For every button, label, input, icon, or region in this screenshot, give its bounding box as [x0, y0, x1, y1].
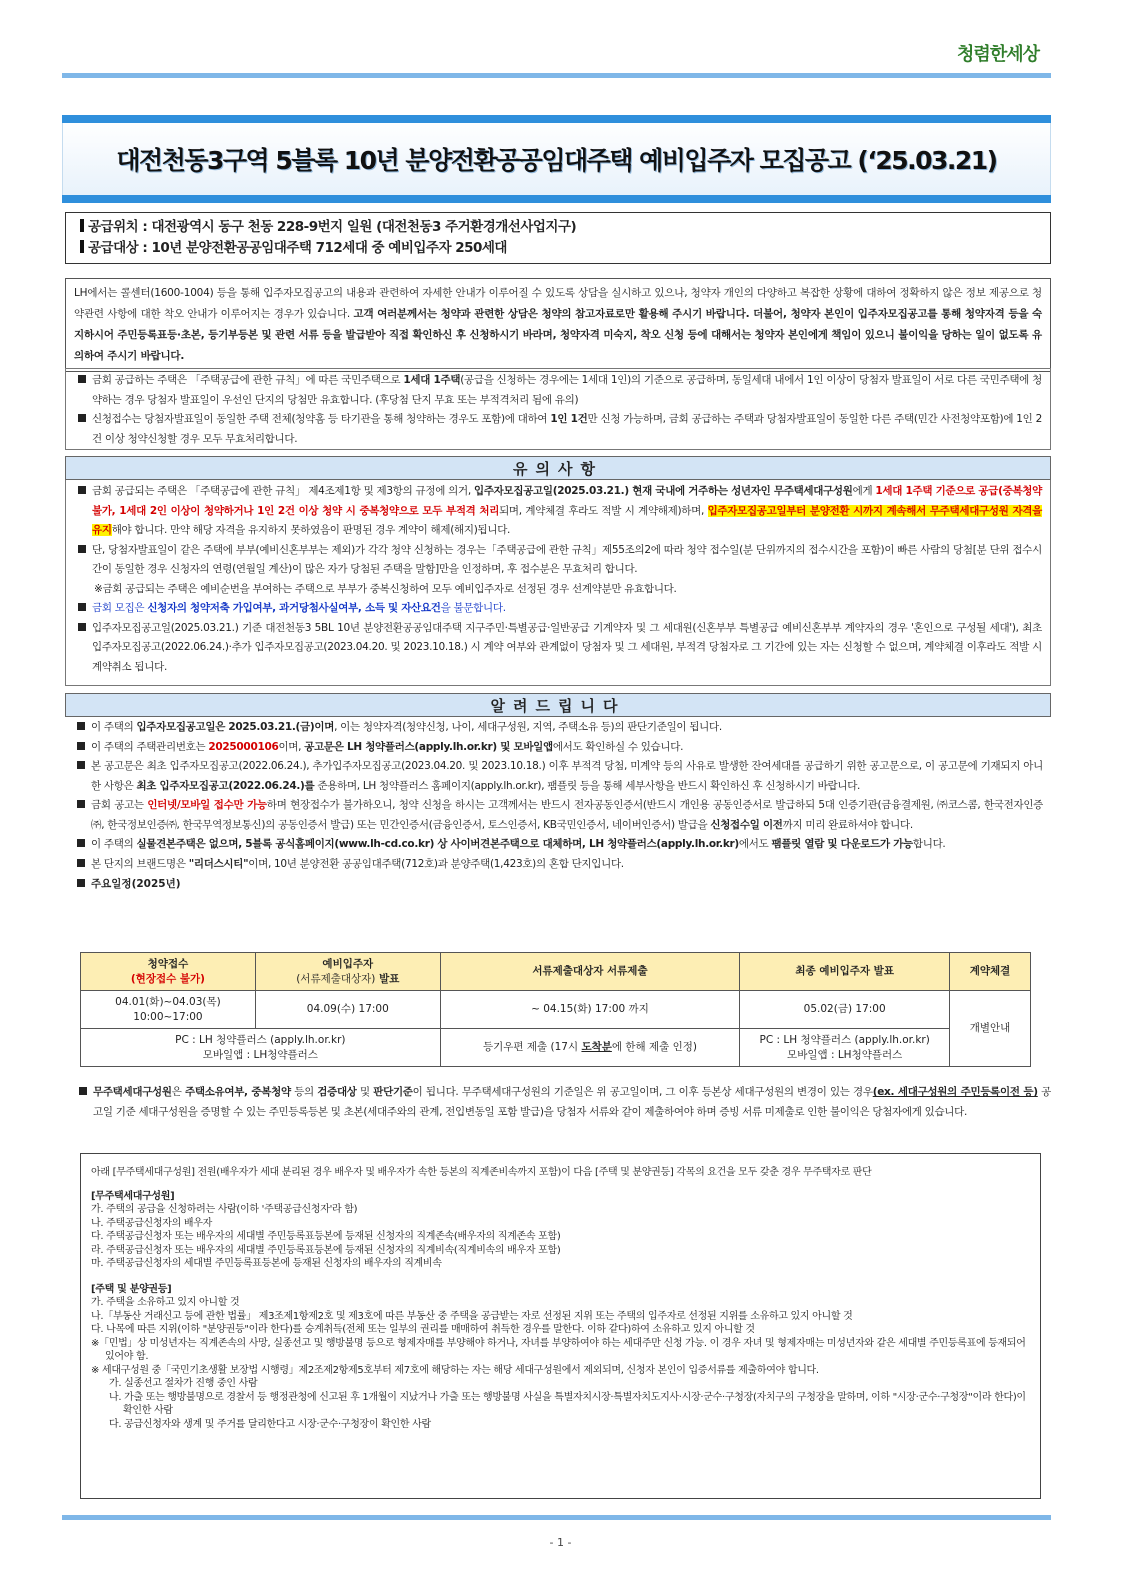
definition-subitem: 다. 공급신청자와 생계 및 주거를 달리한다고 시장·군수·구청장이 확인한 사람: [109, 1418, 431, 1430]
definition-item: 다. 주택공급신청자 또는 배우자의 세대별 주민등록표등본에 등재된 신청자의 직계존속(배우자의 직계존속 포함): [91, 1231, 561, 1242]
caution-item: 단, 당첨자발표일이 같은 주택에 부부(예비신혼부부는 제외)가 각각 청약 신청하는 경우는「주택공급에 관한 규칙」제55조의2에 따라 청약 접수일(분 단위까지의 접수시간을 포함)이 빠른 사람의 당첨[분 단위 접수시간이 동일한 경우 신청자의 연령(연월일 계산)이 많은 자가 당첨된 주택을 말함]만을 인정하며, 후 접수분은 무효처리 합니다.: [74, 541, 1042, 580]
supply-rules-box: [65, 368, 1051, 450]
supply-info-box: [65, 212, 1051, 264]
supply-target: 공급대상 : 10년 분양전환공공임대주택 712세대 중 예비입주자 250세대: [80, 238, 1036, 259]
supply-location: 공급위치 : 대전광역시 동구 천동 228-9번지 일원 (대전천동3 주거환경개선사업지구): [80, 217, 1036, 238]
definition-item: 나. 주택공급신청자의 배우자: [91, 1217, 212, 1229]
definition-subitem: 나. 가출 또는 행방불명으로 경찰서 등 행정관청에 신고된 후 1개월이 지났거나 가출 또는 행방불명 사실을 특별자치시장·특별자치도지사·시장·군수·구청장(자치구의 구청장을 말하며, 이하 "시장·군수·구청장"이라 한다)이 확인한 사람: [109, 1391, 1026, 1416]
caution-note: ※금회 공급되는 주택은 예비순번을 부여하는 주택으로 부부가 중복신청하여 모두 예비입주자로 선정된 경우 선계약분만 유효합니다.: [94, 582, 677, 595]
caution-body: [65, 480, 1051, 686]
page-title: 대전천동3구역 5블록 10년 분양전환공공임대주택 예비입주자 모집공고 (‘25.03.21): [116, 146, 997, 175]
rule-item: 신청접수는 당첨자발표일이 동일한 주택 전체(청약홈 등 타기관을 통해 청약하는 경우도 포함)에 대하여 1인 1건만 신청 가능하며, 금회 공급하는 주택과 당첨자발표일이 동일한 다른 주택(민간 사전청약포함)에 1인 2건 이상 청약신청할 경우 모두 무효처리합니다.: [74, 410, 1042, 449]
definition-item: 가. 주택을 소유하고 있지 아니할 것: [91, 1297, 240, 1308]
inform-item: 금회 공고는 인터넷/모바일 접수만 가능하며 현장접수가 불가하오니, 청약 신청을 하시는 고객께서는 반드시 전자공동인증서(반드시 개인용 공동인증서로 발급하되 5대 인증기관(금융결제원, ㈜코스콤, 한국전자인증㈜, 한국정보인증㈜, 한국무역정보통신)의 공동인증서 발급) 또는 민간인증서(금융인증서, 토스인증서, KB국민인증서, 네이버인증서) 발급을 신청접수일 이전까지 미리 완료하셔야 합니다.: [73, 796, 1043, 835]
bottom-divider: [62, 1515, 1051, 1520]
inform-item: 본 공고문은 최초 입주자모집공고(2022.06.24.), 추가입주자모집공고(2023.04.20. 및 2023.10.18.) 이후 부적격 당첨, 미계약 등의 사유로 발생한 잔여세대를 공급하기 위한 공고문으로, 이 공고문에 기재되지 아니한 사항은 최초 입주자모집공고(2022.06.24.)를 준용하며, LH 청약플러스 홈페이지(apply.lh.or.kr), 팸플릿 등을 통해 세부사항을 반드시 확인하신 후 신청하시기 바랍니다.: [73, 757, 1043, 796]
cell-submit-method: 등기우편 제출 (17시 도착분에 한해 제출 인정): [440, 1029, 740, 1067]
schedule-header-row: [81, 953, 1031, 991]
inform-item: 이 주택의 입주자모집공고일은 2025.03.21.(금)이며, 이는 청약자격(청약신청, 나이, 세대구성원, 지역, 주택소유 등)의 판단기준일이 됩니다.: [73, 718, 1043, 738]
consultation-notice: LH에서는 콜센터(1600-1004) 등을 통해 입주자모집공고의 내용과 관련하여 자세한 안내가 이루어질 수 있도록 상담을 실시하고 있으나, 청약자 개인의 다양하고 복잡한 상황에 대하여 정확하지 않은 정보 제공으로 청약관련 사항에 대한 착오 안내가 이루어지는 경우가 있습니다. 고객 여러분께서는 청약과 관련한 상담은 청약의 참고자료로만 활용해 주시기 바랍니다. 더불어, 청약자 본인이 입주자모집공고를 통해 청약자격 등을 숙지하시어 주민등록표등·초본, 등기부등본 및 관련 서류 등을 발급받아 직접 확인하신 후 신청하시기 바라며, 청약자격 미숙지, 착오 신청 등에 대해서는 청약자 본인에게 책임이 있으니 불이익을 당하는 일이 없도록 유의하여 주시기 바랍니다.: [65, 278, 1051, 372]
schedule-row: [81, 991, 1031, 1029]
caution-item: 금회 공급되는 주택은 「주택공급에 관한 규칙」 제4조제1항 및 제3항의 규정에 의거, 입주자모집공고일(2025.03.21.) 현재 국내에 거주하는 성년자인 무주택세대구성원에게 1세대 1주택 기준으로 공급(중복청약 불가, 1세대 2인 이상이 청약하거나 1인 2건 이상 청약 시 중복청약으로 모두 부적격 처리되며, 계약체결 후라도 적발 시 계약해제)하며, 입주자모집공고일부터 분양전환 시까지 계속해서 무주택세대구성원 자격을 유지해야 합니다. 만약 해당 자격을 유지하지 못하였음이 판명된 경우 계약이 해제(해지)됩니다.: [74, 482, 1042, 541]
definition-item: 마. 주택공급신청자의 세대별 주민등록표등본에 등재된 신청자의 배우자의 직계비속: [91, 1258, 442, 1269]
cell-contract: 개별안내: [950, 991, 1031, 1067]
caution-item: 입주자모집공고일(2025.03.21.) 기준 대전천동3 5BL 10년 분양전환공공임대주택 지구주민·특별공급·일반공급 기계약자 및 그 세대원(신혼부부 특별공급 예비신혼부부 계약자의 경우 '혼인으로 구성될 세대'), 최초 입주자모집공고(2022.06.24.)·추가 입주자모집공고(2023.04.20. 및 2023.10.18.) 시 계약 여부와 관계없이 당첨자 및 그 세대원, 부적격 당첨자로 그 기간에 있는 자는 신청할 수 없으며, 계약체결 이후라도 적발 시 계약취소 됩니다.: [74, 619, 1042, 678]
homeless-definition-box: [80, 1153, 1041, 1499]
inform-heading: 알려드립니다: [65, 693, 1051, 717]
definition-title-members: [무주택세대구성원]: [91, 1190, 175, 1202]
inform-item: 이 주택의 실물견본주택은 없으며, 5블록 공식홈페이지(www.lh-cd.co.kr) 상 사이버견본주택으로 대체하며, LH 청약플러스(apply.lh.or.kr)에서도 팸플릿 열람 및 다운로드가 가능합니다.: [73, 835, 1043, 855]
definition-item: 다. 나목에 따른 지위(이하 "분양권등"이라 한다)를 승계취득(전체 또는 일부의 권리를 매매하여 취득한 경우를 말한다. 이하 같다)하여 소유하고 있지 아니할 것: [91, 1324, 755, 1335]
inform-item: 본 단지의 브랜드명은 "리더스시티"이며, 10년 분양전환 공공임대주택(712호)과 분양주택(1,423호)의 혼합 단지입니다.: [73, 855, 1043, 875]
integrity-logo: 청렴한세상: [957, 44, 1039, 65]
definition-note: ※ 세대구성원 중「국민기초생활 보장법 시행령」제2조제2항제5호부터 제7호에 해당하는 자는 해당 세대구성원에서 제외되며, 신청자 본인이 입증서류를 제출하여야 합니다.: [91, 1364, 819, 1376]
definition-intro: 아래 [무주택세대구성원] 전원(배우자가 세대 분리된 경우 배우자 및 배우자가 속한 등본의 직계존비속까지 포함)이 다음 [주택 및 분양권등] 각목의 요건을 모두 갖춘 경우 무주택자로 판단: [91, 1167, 872, 1178]
schedule-row: [81, 1029, 1031, 1067]
definition-item: 가. 주택의 공급을 신청하려는 사람(이하 '주택공급신청자'라 함): [91, 1204, 358, 1215]
cell-final-date: 05.02(금) 17:00: [740, 991, 950, 1029]
title-banner: [62, 115, 1051, 203]
caution-heading: 유의사항: [65, 456, 1051, 480]
definition-title-housing: [주택 및 분양권등]: [91, 1283, 172, 1295]
definition-item: 라. 주택공급신청자 또는 배우자의 세대별 주민등록표등본에 등재된 신청자의 직계비속(직계비속의 배우자 포함): [91, 1244, 561, 1256]
schedule-title: 주요일정(2025년): [73, 874, 1043, 894]
definition-item: 나.「부동산 거래신고 등에 관한 법률」 제3조제1항제2호 및 제3호에 따른 부동산 중 주택을 공급받는 자로 선정된 지위 또는 주택의 입주자로 선정된 지위를 소유하고 있지 아니할 것: [91, 1310, 853, 1322]
top-divider: [62, 73, 1051, 78]
homeless-criteria-note: 무주택세대구성원은 주택소유여부, 중복청약 등의 검증대상 및 판단기준이 됩니다. 무주택세대구성원의 기준일은 위 공고일이며, 그 이후 등본상 세대구성원의 변경이 있는 경우(ex. 세대구성원의 주민등록이전 등) 공고일 기준 세대구성원을 증명할 수 있는 주민등록등본 및 초본(세대주와의 관계, 전입변동일 포함 발급)을 당첨자 서류와 같이 제출하여야 하며 증빙 서류 미제출로 인한 불이익은 당첨자에게 있습니다.: [75, 1083, 1051, 1122]
definition-note: ※「민법」상 미성년자는 직계존속의 사망, 실종선고 및 행방불명 등으로 형제자매를 부양해야 하거나, 자녀를 부양하여야 하는 세대주만 신청 가능. 이 경우 자녀 및 형제자매는 미성년자와 같은 세대별 주민등록표에 등재되어 있어야 함.: [91, 1337, 1026, 1362]
header-application: 청약접수 (현장접수 불가): [81, 953, 256, 991]
header-final-announce: 최종 예비입주자 발표: [740, 953, 950, 991]
inform-item: 이 주택의 주택관리번호는 2025000106이며, 공고문은 LH 청약플러스(apply.lh.or.kr) 및 모바일앱에서도 확인하실 수 있습니다.: [73, 738, 1043, 758]
cell-apply-channel: PC : LH 청약플러스 (apply.lh.or.kr) 모바일앱 : LH청약플러스: [81, 1029, 441, 1067]
page-number: - 1 -: [549, 1536, 572, 1549]
header-reserve-announce: 예비입주자 (서류제출대상자) 발표: [255, 953, 440, 991]
cell-final-channel: PC : LH 청약플러스 (apply.lh.or.kr) 모바일앱 : LH청약플러스: [740, 1029, 950, 1067]
cell-application-date: 04.01(화)~04.03(목) 10:00~17:00: [81, 991, 256, 1029]
cell-reserve-date: 04.09(수) 17:00: [255, 991, 440, 1029]
inform-body: [65, 718, 1051, 894]
cell-submit-date: ~ 04.15(화) 17:00 까지: [440, 991, 740, 1029]
schedule-table: [80, 952, 1031, 1067]
rule-item: 금회 공급하는 주택은 「주택공급에 관한 규칙」에 따른 국민주택으로 1세대 1주택(공급을 신청하는 경우에는 1세대 1인)의 기준으로 공급하며, 동일세대 내에서 1인 이상이 당첨자 발표일이 서로 다른 국민주택에 청약하는 경우 당첨자 발표일이 우선인 단지의 당첨만 유효합니다. (후당첨 단지 무효 또는 부적격처리 됨에 유의): [74, 371, 1042, 410]
definition-subitem: 가. 실종선고 절차가 진행 중인 사람: [109, 1378, 258, 1389]
header-contract: 계약체결: [950, 953, 1031, 991]
header-document-submit: 서류제출대상자 서류제출: [440, 953, 740, 991]
caution-item: 금회 모집은 신청자의 청약저축 가입여부, 과거당첨사실여부, 소득 및 자산요건을 불문합니다.: [74, 599, 1042, 619]
